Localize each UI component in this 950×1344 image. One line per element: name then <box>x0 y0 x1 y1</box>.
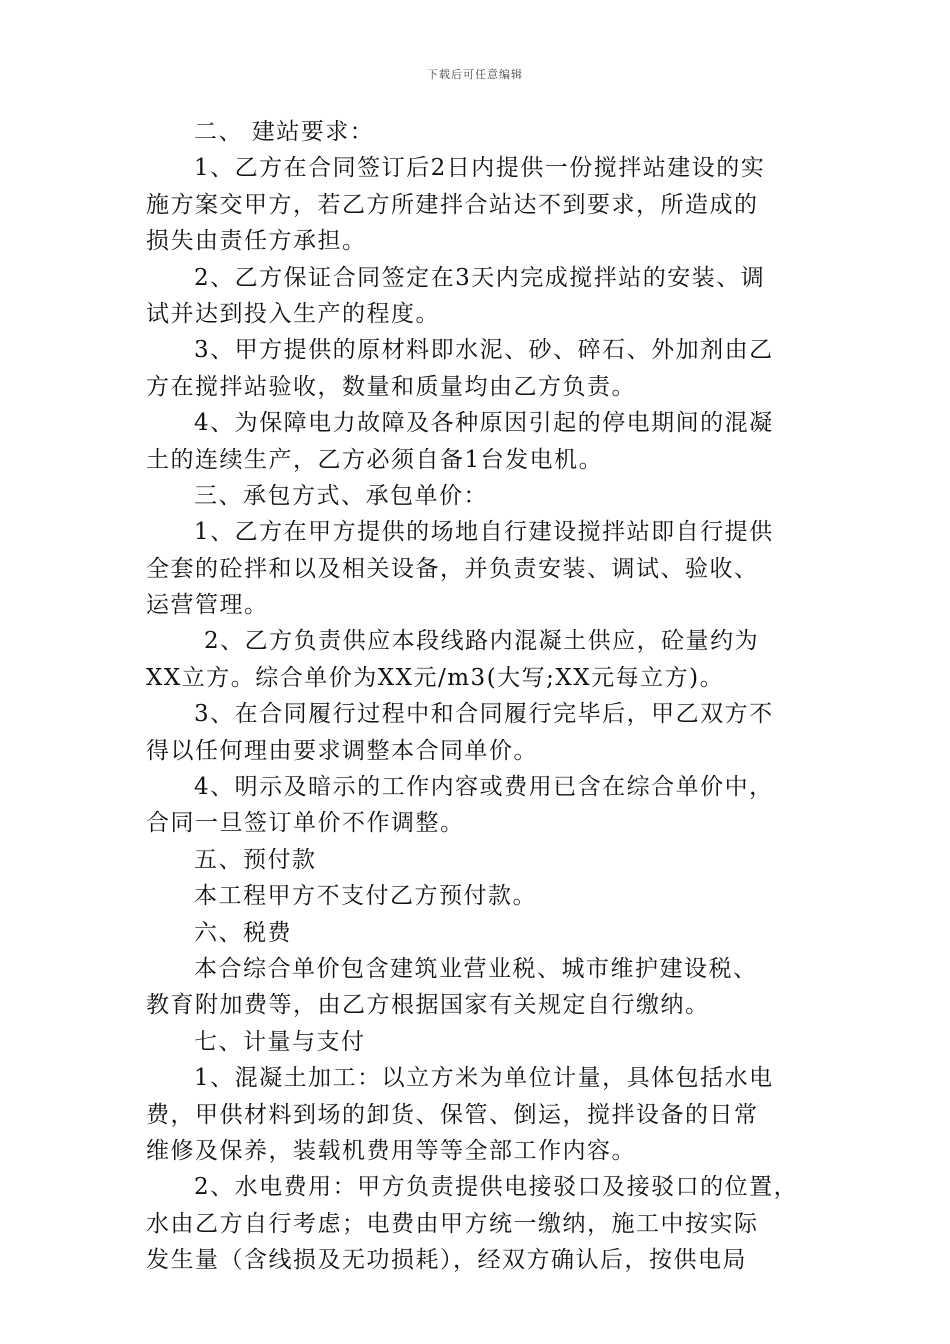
text-line: 全套的砼拌和以及相关设备，并负责安装、调试、验收、 <box>146 555 759 582</box>
text-line: XX立方。综合单价为XX元/m3(大写;XX元每立方)。 <box>146 664 725 691</box>
page-header: 下载后可任意编辑 <box>427 68 523 81</box>
text-line: 教育附加费等，由乙方根据国家有关规定自行缴纳。 <box>146 992 710 1019</box>
text-line: 土的连续生产，乙方必须自备1台发电机。 <box>146 446 604 473</box>
text-line: 损失由责任方承担。 <box>146 228 367 255</box>
text-line: 2、乙方负责供应本段线路内混凝土供应，砼量约为 <box>204 628 760 655</box>
text-line: 1、乙方在甲方提供的场地自行建设搅拌站即自行提供 <box>194 519 774 546</box>
text-line: 合同一旦签订单价不作调整。 <box>146 810 465 837</box>
text-line: 4、为保障电力故障及各种原因引起的停电期间的混凝 <box>194 410 774 437</box>
text-line: 4、明示及暗示的工作内容或费用已含在综合单价中， <box>194 774 774 801</box>
text-line: 运营管理。 <box>146 592 269 619</box>
text-line: 发生量（含线损及无功损耗），经双方确认后，按供电局 <box>146 1247 747 1274</box>
text-line: 本工程甲方不支付乙方预付款。 <box>194 883 537 910</box>
document-body <box>146 114 810 1279</box>
text-line: 方在搅拌站验收，数量和质量均由乙方负责。 <box>146 373 636 400</box>
text-line: 2、乙方保证合同签定在3天内完成搅拌站的安装、调 <box>194 264 766 291</box>
section-heading: 三、承包方式、承包单价： <box>194 482 488 509</box>
text-line: 1、混凝土加工：以立方米为单位计量，具体包括水电 <box>194 1065 774 1092</box>
text-line: 水由乙方自行考虑；电费由甲方统一缴纳，施工中按实际 <box>146 1210 759 1237</box>
section-heading: 五、预付款 <box>194 846 317 873</box>
section-heading: 七、计量与支付 <box>194 1028 366 1055</box>
text-line: 3、在合同履行过程中和合同履行完毕后，甲乙双方不 <box>194 701 774 728</box>
text-line: 试并达到投入生产的程度。 <box>146 300 440 327</box>
text-line: 费，甲供材料到场的卸货、保管、倒运，搅拌设备的日常 <box>146 1101 759 1128</box>
text-line: 本合综合单价包含建筑业营业税、城市维护建设税、 <box>194 955 758 982</box>
text-line: 2、水电费用：甲方负责提供电接驳口及接驳口的位置， <box>194 1174 799 1201</box>
text-line: 3、甲方提供的原材料即水泥、砂、碎石、外加剂由乙 <box>194 337 774 364</box>
section-heading: 六、税费 <box>194 919 292 946</box>
text-line: 维修及保养，装载机费用等等全部工作内容。 <box>146 1137 636 1164</box>
text-line: 二、 建站要求： <box>194 119 375 145</box>
text-line: 得以任何理由要求调整本合同单价。 <box>146 737 538 764</box>
text-line: 1、乙方在合同签订后2日内提供一份搅拌站建设的实 <box>194 155 766 182</box>
text-line: 施方案交甲方，若乙方所建拌合站达不到要求，所造成的 <box>146 191 759 218</box>
